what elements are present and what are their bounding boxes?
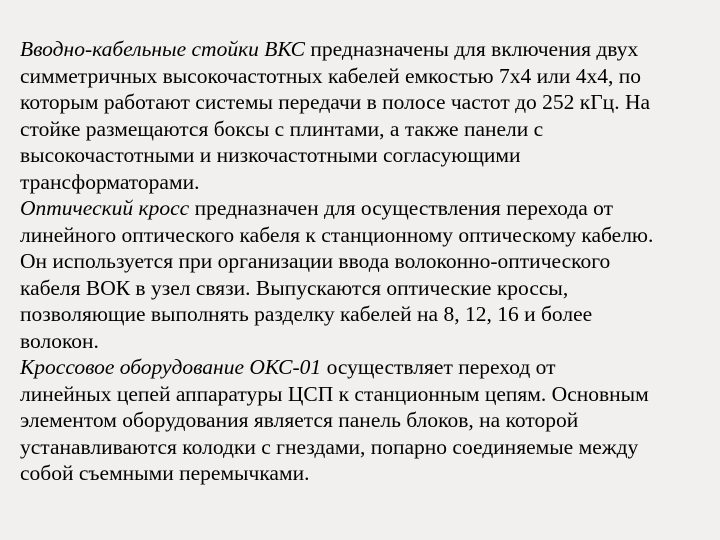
text-line: которым работают системы передачи в полосе частот до 252 кГц. На	[20, 90, 651, 114]
document-body	[20, 36, 720, 487]
paragraph-2-line-1	[20, 195, 720, 222]
term-oks-01: Кроссовое оборудование ОКС-01	[20, 355, 322, 379]
text-line: позволяющие выполнять разделку кабелей на 8, 12, 16 и более	[20, 302, 593, 326]
text-line: элементом оборудования является панель блоков, на которой	[20, 408, 579, 432]
text-line: кабеля ВОК в узел связи. Выпускаются оптические кроссы,	[20, 275, 569, 300]
term-optical-cross: Оптический кросс	[20, 196, 190, 220]
term-vks: Вводно-кабельные стойки ВКС	[20, 37, 305, 61]
text-line: Он используется при организации ввода волоконно-оптического	[20, 249, 611, 273]
text-line: осуществляет переход от	[321, 355, 556, 379]
text-line: стойке размещаются боксы с плинтами, а также панели с	[20, 116, 544, 141]
text-line: устанавливаются колодки с гнездами, попарно соединяемые между	[20, 434, 639, 459]
text-line: симметричных высокочастотных кабелей емкостью 7х4 или 4х4, по	[20, 63, 641, 88]
text-line: волокон.	[20, 328, 99, 353]
text-line: собой съемными перемычками.	[20, 461, 310, 485]
text-line: высокочастотными и низкочастотными согласующими	[20, 143, 521, 167]
text-line: линейных цепей аппаратуры ЦСП к станционным цепям. Основным	[20, 381, 649, 406]
text-line: предназначены для включения двух	[305, 37, 639, 61]
paragraph-3-line-1	[20, 354, 720, 381]
text-line: линейного оптического кабеля к станционному оптическому кабелю.	[20, 222, 654, 247]
paragraph-1-line-1	[20, 36, 720, 63]
text-line: предназначен для осуществления перехода от	[189, 196, 614, 220]
text-line: трансформаторами.	[20, 169, 200, 194]
